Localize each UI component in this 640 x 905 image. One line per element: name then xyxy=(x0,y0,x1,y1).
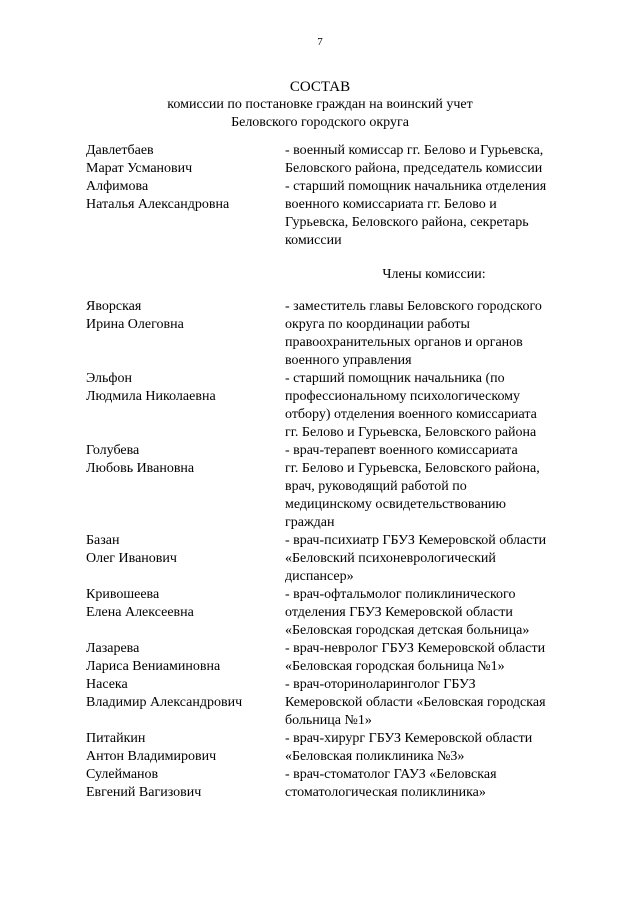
member-role-line: Кемеровской области «Беловская городская xyxy=(285,695,546,710)
member-role-line: «Беловская городская больница №1» xyxy=(285,659,505,674)
member-role-line: военного управления xyxy=(285,353,412,368)
member-row xyxy=(86,178,586,250)
member-name-line: Любовь Ивановна xyxy=(86,461,195,476)
member-name-line: Яворская xyxy=(86,299,142,314)
member-row xyxy=(86,370,586,442)
member-role-line: Беловского района, председатель комиссии xyxy=(285,161,543,176)
member-role-line: военного комиссариата гг. Белово и xyxy=(285,197,497,212)
member-role-line: диспансер» xyxy=(285,569,354,584)
member-role-line: округа по координации работы xyxy=(285,317,470,332)
member-role-line: профессиональному психологическому xyxy=(285,389,521,404)
member-name-line: Давлетбаев xyxy=(86,143,154,158)
member-name xyxy=(86,442,285,532)
member-name-line: Питайкин xyxy=(86,731,146,746)
member-role-line: отделения ГБУЗ Кемеровской области xyxy=(285,605,513,620)
member-role-line: - врач-невролог ГБУЗ Кемеровской области xyxy=(285,641,546,656)
member-role xyxy=(285,640,575,676)
member-name-line: Базан xyxy=(86,533,120,548)
member-row xyxy=(86,730,586,766)
member-role xyxy=(285,676,575,730)
member-name-line: Наталья Александровна xyxy=(86,197,230,212)
document-subtitle-line-2: Беловского городского округа xyxy=(231,115,409,130)
member-role-line: - врач-хирург ГБУЗ Кемеровской области xyxy=(285,731,533,746)
leadership-section xyxy=(86,142,586,250)
member-row xyxy=(86,298,586,370)
member-name-line: Голубева xyxy=(86,443,140,458)
page-number: 7 xyxy=(317,36,323,48)
member-name-line: Олег Иванович xyxy=(86,551,177,566)
document-header xyxy=(0,78,640,132)
member-role-line: - врач-офтальмолог поликлинического xyxy=(285,587,516,602)
member-name xyxy=(86,532,285,586)
member-name-line: Лариса Вениаминовна xyxy=(86,659,221,674)
member-name xyxy=(86,640,285,676)
member-row xyxy=(86,586,586,640)
member-name-line: Людмила Николаевна xyxy=(86,389,216,404)
member-role-line: - врач-терапевт военного комиссариата xyxy=(285,443,518,458)
member-name xyxy=(86,586,285,640)
member-name xyxy=(86,370,285,442)
member-role xyxy=(285,766,575,802)
member-name xyxy=(86,142,285,178)
member-row xyxy=(86,676,586,730)
member-role xyxy=(285,298,575,370)
member-name-line: Елена Алексеевна xyxy=(86,605,194,620)
member-row xyxy=(86,640,586,676)
member-role xyxy=(285,142,575,178)
member-role-line: - врач-психиатр ГБУЗ Кемеровской области xyxy=(285,533,547,548)
member-role-line: «Беловская поликлиника №3» xyxy=(285,749,465,764)
members-section xyxy=(86,298,586,802)
member-role-line: гг. Белово и Гурьевска, Беловского района xyxy=(285,425,537,440)
member-role-line: - заместитель главы Беловского городского xyxy=(285,299,542,314)
member-name-line: Сулейманов xyxy=(86,767,159,782)
member-name-line: Насека xyxy=(86,677,128,692)
document-subtitle-line-1: комиссии по постановке граждан на воинский учет xyxy=(167,97,473,112)
member-role xyxy=(285,532,575,586)
member-name-line: Евгений Вагизович xyxy=(86,785,202,800)
member-name xyxy=(86,766,285,802)
member-name xyxy=(86,178,285,250)
member-role-line: стоматологическая поликлиника» xyxy=(285,785,486,800)
member-role-line: отбору) отделения военного комиссариата xyxy=(285,407,537,422)
member-row xyxy=(86,532,586,586)
member-name-line: Кривошеева xyxy=(86,587,160,602)
member-role-line: правоохранительных органов и органов xyxy=(285,335,523,350)
member-role-line: граждан xyxy=(285,515,335,530)
member-role-line: гг. Белово и Гурьевска, Беловского района, xyxy=(285,461,540,476)
member-name xyxy=(86,730,285,766)
member-role xyxy=(285,370,575,442)
member-role xyxy=(285,178,575,250)
member-name xyxy=(86,298,285,370)
member-name-line: Лазарева xyxy=(86,641,140,656)
member-name-line: Владимир Александрович xyxy=(86,695,243,710)
member-name-line: Эльфон xyxy=(86,371,132,386)
member-name-line: Марат Усманович xyxy=(86,161,193,176)
member-role xyxy=(285,442,575,532)
member-role-line: - врач-стоматолог ГАУЗ «Беловская xyxy=(285,767,497,782)
members-heading: Члены комиссии: xyxy=(382,267,486,282)
commission-list xyxy=(86,142,586,802)
member-role-line: - старший помощник начальника отделения xyxy=(285,179,547,194)
member-row xyxy=(86,442,586,532)
document-title: СОСТАВ xyxy=(289,79,351,95)
member-role-line: медицинскому освидетельствованию xyxy=(285,497,507,512)
member-role-line: - старший помощник начальника (по xyxy=(285,371,505,386)
member-name-line: Ирина Олеговна xyxy=(86,317,184,332)
member-role-line: врач, руководящий работой по xyxy=(285,479,467,494)
member-role-line: Гурьевска, Беловского района, секретарь xyxy=(285,215,529,230)
member-name-line: Антон Владимирович xyxy=(86,749,217,764)
member-role-line: - военный комиссар гг. Белово и Гурьевска, xyxy=(285,143,544,158)
member-role xyxy=(285,586,575,640)
member-row xyxy=(86,766,586,802)
member-role-line: больница №1» xyxy=(285,713,372,728)
member-role-line: «Беловский психоневрологический xyxy=(285,551,496,566)
member-role-line: комиссии xyxy=(285,233,342,248)
member-role-line: - врач-оториноларинголог ГБУЗ xyxy=(285,677,476,692)
member-name xyxy=(86,676,285,730)
member-role-line: «Беловская городская детская больница» xyxy=(285,623,530,638)
member-name-line: Алфимова xyxy=(86,179,149,194)
member-role xyxy=(285,730,575,766)
member-row xyxy=(86,142,586,178)
